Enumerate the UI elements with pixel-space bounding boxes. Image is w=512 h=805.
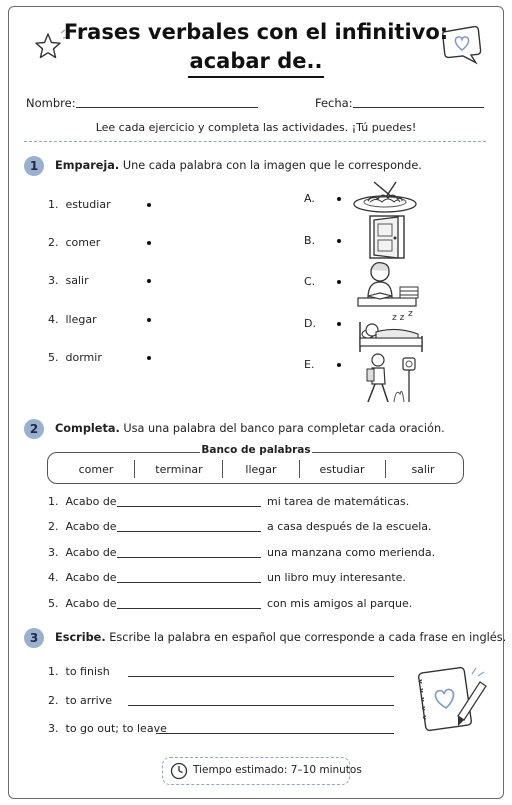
bank-separator: [222, 460, 223, 478]
sentence-1-start: [48, 495, 117, 508]
translate-item-3: [48, 722, 167, 735]
match-word: llegar: [65, 313, 97, 326]
letter-c: C.: [304, 275, 316, 288]
english-phrase: to arrive: [65, 694, 112, 707]
instructions: Lee cada ejercicio y completa las actividades. ¡Tú puedes!: [95, 121, 417, 134]
name-label: Nombre:: [26, 96, 76, 110]
match-dot[interactable]: [337, 197, 341, 201]
sentence-start: Acabo de: [65, 495, 117, 508]
sentence-4-end: un libro muy interesante.: [267, 571, 406, 584]
item-number: 2.: [48, 236, 59, 249]
name-field[interactable]: [76, 107, 258, 108]
section-2-text: Usa una palabra del banco para completar cada oración.: [123, 422, 445, 435]
item-number: 5.: [48, 597, 59, 610]
letter-d: D.: [304, 317, 316, 330]
section-3-heading: Escribe.: [55, 631, 106, 644]
sentence-start: Acabo de: [65, 597, 117, 610]
letter-a: A.: [304, 192, 315, 205]
section-number-1: 1: [24, 156, 44, 176]
student-studying-icon: [354, 258, 424, 308]
section-2-instruction: [55, 422, 445, 435]
sentence-start: Acabo de: [65, 520, 117, 533]
section-1-instruction: [55, 159, 422, 172]
translate-item-2: [48, 694, 112, 707]
sentence-2-blank[interactable]: [117, 531, 261, 532]
sentence-1-blank[interactable]: [117, 506, 261, 507]
sentence-2-end: a casa después de la escuela.: [267, 520, 432, 533]
item-number: 3.: [48, 722, 59, 735]
translate-item-1: [48, 665, 110, 678]
sentence-2-start: [48, 520, 117, 533]
match-item-4: [48, 313, 97, 326]
match-dot[interactable]: [337, 363, 341, 367]
sentence-5-blank[interactable]: [117, 608, 261, 609]
section-3-text: Escribe la palabra en español que corresponde a cada frase en inglés.: [109, 631, 507, 644]
item-number: 1.: [48, 665, 59, 678]
date-field[interactable]: [353, 107, 484, 108]
section-2-heading: Completa.: [55, 422, 120, 435]
person-sleeping-icon: [356, 308, 426, 354]
sentence-1-end: mi tarea de matemáticas.: [267, 495, 410, 508]
sentence-3-blank[interactable]: [117, 557, 261, 558]
sentence-4-start: [48, 571, 117, 584]
sentence-3-end: una manzana como merienda.: [267, 546, 436, 559]
spaghetti-plate-icon: [352, 180, 418, 214]
match-dot[interactable]: [147, 241, 151, 245]
item-number: 3.: [48, 546, 59, 559]
estimated-time: Tiempo estimado: 7–10 minutos: [193, 764, 362, 776]
match-word: dormir: [65, 351, 102, 364]
title-line-2: [0, 49, 512, 73]
section-number-2: 2: [24, 419, 44, 439]
section-3-instruction: [55, 631, 506, 644]
item-number: 4.: [48, 571, 59, 584]
svg-text:z: z: [408, 309, 413, 319]
item-number: 3.: [48, 274, 59, 287]
student-walking-icon: [358, 352, 420, 406]
translate-answer-3[interactable]: [156, 733, 394, 734]
sentence-start: Acabo de: [65, 546, 117, 559]
section-1-heading: Empareja.: [55, 159, 120, 172]
match-dot[interactable]: [337, 322, 341, 326]
match-item-3: [48, 274, 89, 287]
open-door-icon: [368, 214, 408, 260]
bank-word: estudiar: [319, 463, 365, 476]
translate-answer-2[interactable]: [128, 705, 394, 706]
bank-word: comer: [78, 463, 114, 476]
match-item-1: [48, 198, 111, 211]
svg-text:z z: z z: [392, 313, 405, 323]
match-dot[interactable]: [147, 203, 151, 207]
bank-separator: [134, 460, 135, 478]
bank-word: terminar: [155, 463, 203, 476]
section-1-text: Une cada palabra con la imagen que le corresponde.: [122, 159, 422, 172]
title-highlight: acabar de..: [188, 49, 325, 78]
match-word: estudiar: [65, 198, 111, 211]
section-number-3: 3: [24, 628, 44, 648]
bank-word: salir: [411, 463, 435, 476]
sentence-4-blank[interactable]: [117, 582, 261, 583]
match-dot[interactable]: [147, 318, 151, 322]
bank-word: llegar: [245, 463, 277, 476]
letter-e: E.: [304, 358, 315, 371]
match-word: comer: [65, 236, 101, 249]
english-phrase: to go out; to leave: [65, 722, 167, 735]
english-phrase: to finish: [65, 665, 110, 678]
sentence-5-end: con mis amigos al parque.: [267, 597, 413, 610]
match-dot[interactable]: [337, 280, 341, 284]
date-label: Fecha:: [315, 96, 353, 110]
sentence-5-start: [48, 597, 117, 610]
match-word: salir: [65, 274, 89, 287]
item-number: 1.: [48, 495, 59, 508]
word-bank-title: Banco de palabras: [201, 444, 311, 456]
sentence-start: Acabo de: [65, 571, 117, 584]
title-line-1: Frases verbales con el infinitivo:: [63, 20, 449, 44]
clock-icon: [170, 762, 188, 780]
match-dot[interactable]: [147, 356, 151, 360]
item-number: 5.: [48, 351, 59, 364]
notebook-pencil-icon: [414, 660, 490, 736]
match-item-2: [48, 236, 100, 249]
letter-b: B.: [304, 234, 316, 247]
match-item-5: [48, 351, 102, 364]
translate-answer-1[interactable]: [128, 676, 394, 677]
item-number: 2.: [48, 520, 59, 533]
match-dot[interactable]: [337, 239, 341, 243]
sentence-3-start: [48, 546, 117, 559]
match-dot[interactable]: [147, 279, 151, 283]
item-number: 1.: [48, 198, 59, 211]
divider: [24, 141, 486, 142]
item-number: 4.: [48, 313, 59, 326]
item-number: 2.: [48, 694, 59, 707]
